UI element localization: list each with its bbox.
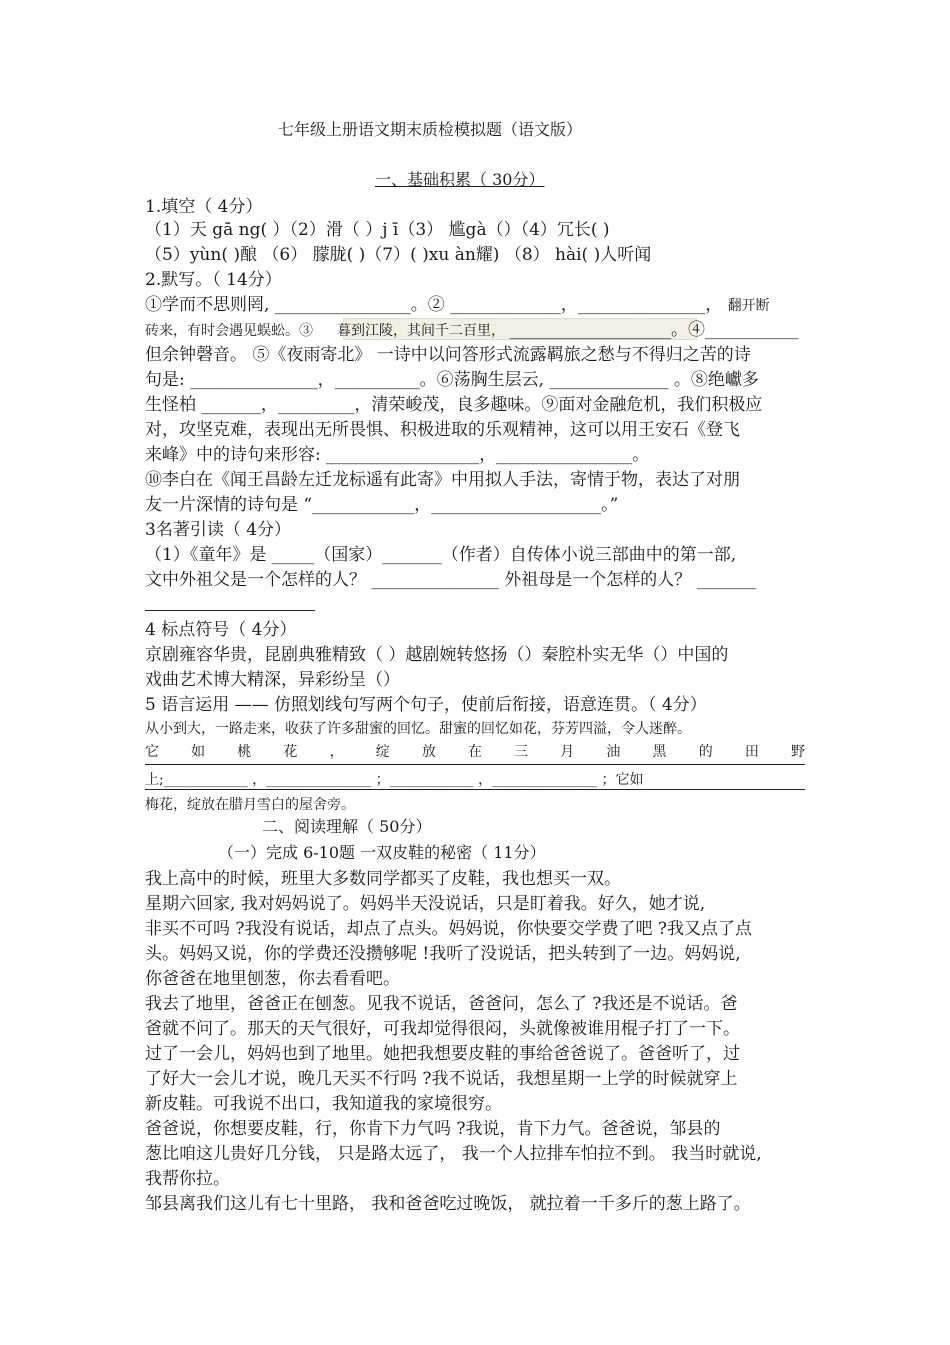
q2-line-1-part-a: ①学而不思则罔, ________________。② — [145, 295, 445, 315]
model-char: 田 — [744, 744, 759, 760]
passage-line-7: 爸就不问了。那天的天气很好，可我却觉得很闷，头就像被谁用棍子打了一下。 — [145, 1019, 740, 1039]
question-2-line-5: 生怪柏 _______，_________，清荣峻茂，良多趣味。⑨面对金融危机，我们积极应 — [145, 395, 763, 415]
model-char: 放 — [421, 744, 436, 760]
passage-line-12: 葱比咱这儿贵好几分钱， 只是路太远了， 我一个人拉排车怕拉不到。 我当时就说, — [145, 1144, 762, 1164]
question-2-line-9: 友一片深情的诗句是 “____________，____________________。” — [145, 495, 619, 515]
underlined-model-sentence — [145, 742, 805, 762]
question-4-heading: 4 标点符号（ 4分） — [145, 620, 297, 640]
passage-line-6: 我去了地里，爸爸正在刨葱。见我不说话，爸爸问，怎么了 ?我还是不说话。爸 — [145, 994, 738, 1014]
model-char: 的 — [698, 744, 713, 760]
answer-blank-line — [145, 610, 315, 611]
question-2-line-2 — [145, 318, 798, 343]
model-char: 如 — [191, 744, 206, 760]
question-1-line-2: （5）yùn( )酿 （6） 朦胧( )（7）( )xu àn耀) （8） hài( )人听闻 — [145, 245, 652, 265]
model-char: 油 — [606, 744, 621, 760]
question-2-line-8: ⑩李白在《闻王昌龄左迁龙标遥有此寄》中用拟人手法，寄情于物，表达了对朋 — [145, 470, 740, 490]
question-2-line-1 — [145, 293, 770, 318]
question-4-line-1: 京剧雍容华贵，昆剧典雅精致（ ）越剧婉转悠扬（）秦腔朴实无华（）中国的 — [145, 645, 729, 665]
passage-line-1: 我上高中的时候，班里大多数同学都买了皮鞋，我也想买一双。 — [145, 869, 621, 889]
passage-line-2: 星期六回家, 我对妈妈说了。妈妈半天没说话，只是盯着我。好久，她才说, — [145, 894, 706, 914]
answer-line-underline — [145, 789, 805, 790]
model-char: 在 — [467, 744, 482, 760]
question-4-line-2: 戏曲艺术博大精深，异彩纷呈（） — [145, 670, 400, 690]
passage-line-10: 新皮鞋。可我说不出口，我知道我的家境很穷。 — [145, 1094, 502, 1114]
question-5-line-3: 上;____________ ，_______________ ；____________ ，_______________ ；它如 — [145, 772, 644, 788]
model-char: 三 — [514, 744, 529, 760]
q2-line-1-part-c: 翻开断 — [727, 298, 770, 314]
document-title: 七年级上册语文期末质检模拟题（语文版） — [278, 120, 583, 139]
model-char: 绽 — [375, 744, 390, 760]
model-char: 月 — [560, 744, 575, 760]
q2-line-2-part-a: 砖来，有时会遇见蜈蚣。③ — [145, 323, 313, 339]
passage-line-4: 头。妈妈又说，你的学费还没攒够呢 !我听了没说话，把头转到了一边。妈妈说, — [145, 944, 741, 964]
model-sentence-underline — [145, 764, 805, 765]
question-5-line-1: 从小到大，一路走来，收获了许多甜蜜的回忆。甜蜜的回忆如花，芬芳四溢，令人迷醉。 — [145, 721, 691, 737]
passage-line-13: 我帮你拉。 — [145, 1169, 230, 1189]
model-char: 它 — [145, 744, 159, 760]
q2-line-2-highlighted: 暮到江陵，其间千二百里， — [337, 323, 505, 339]
question-5-heading: 5 语言运用 —— 仿照划线句写两个句子，使前后衔接，语意连贯。（ 4分） — [145, 695, 707, 715]
reading-subheading: （一）完成 6-10题 一双皮鞋的秘密（ 11分） — [218, 843, 546, 862]
section-heading-basics: 一、基础积累（ 30分） — [375, 170, 545, 189]
q2-line-1-part-b: _____________，_______________， — [450, 295, 723, 315]
model-char: 花 — [283, 744, 298, 760]
passage-line-9: 了好大一会儿才说，晚几天买不行吗 ?我不说话，我想星期一上学的时候就穿上 — [145, 1069, 738, 1089]
question-2-heading: 2.默写。（ 14分） — [145, 270, 282, 290]
question-2-line-3: 但余钟磬音。 ⑤《夜雨寄北》 一诗中以问答形式流露羁旅之愁与不得归之苦的诗 — [145, 345, 751, 365]
question-3-line-2: 文中外祖父是一个怎样的人？ _______________ 外祖母是一个怎样的人？ _______ — [145, 570, 757, 590]
question-2-line-4: 句是: _______________，__________。⑥荡胸生层云, ______________ 。⑧绝巘多 — [145, 370, 759, 390]
model-char: 黑 — [652, 744, 667, 760]
question-3-heading: 3名著引读（ 4分） — [145, 520, 292, 540]
question-1-line-1: （1）天 gā ng( ）（2）滑（ ）j ī（3） 尴gà（）（4）冗长( ) — [145, 220, 610, 240]
question-3-line-1: （1）《童年》是 _____（国家）_______（作者）自传体小说三部曲中的第一部, — [145, 545, 737, 565]
passage-line-11: 爸爸说，你想要皮鞋，行，你肯下力气吗 ?我说，肯下力气。爸爸说，邹县的 — [145, 1119, 721, 1139]
question-1-heading: 1.填空（ 4分） — [145, 197, 263, 217]
question-2-line-7: 来峰》中的诗句来形容: __________________，________________。 — [145, 445, 650, 465]
model-char: ， — [329, 744, 344, 760]
passage-line-5: 你爸爸在地里刨葱，你去看看吧。 — [145, 969, 400, 989]
passage-line-3: 非买不可吗 ?我没有说话，却点了点头。妈妈说，你快要交学费了吧 ?我又点了点 — [145, 919, 753, 939]
passage-line-8: 过了一会儿，妈妈也到了地里。她把我想要皮鞋的事给爸爸说了。爸爸听了，过 — [145, 1044, 740, 1064]
passage-line-14: 邹县离我们这儿有七十里路， 我和爸爸吃过晚饭， 就拉着一千多斤的葱上路了。 — [145, 1194, 751, 1214]
q2-line-2-part-c: ___________________。④___________ — [509, 320, 799, 340]
model-char: 桃 — [237, 744, 252, 760]
question-5-line-4: 梅花，绽放在腊月雪白的屋舍旁。 — [145, 797, 355, 813]
section-heading-reading: 二、阅读理解（ 50分） — [262, 817, 432, 836]
question-2-line-6: 对，攻坚克难，表现出无所畏惧、积极进取的乐观精神，这可以用王安石《登飞 — [145, 420, 740, 440]
model-char: 野 — [790, 744, 805, 760]
